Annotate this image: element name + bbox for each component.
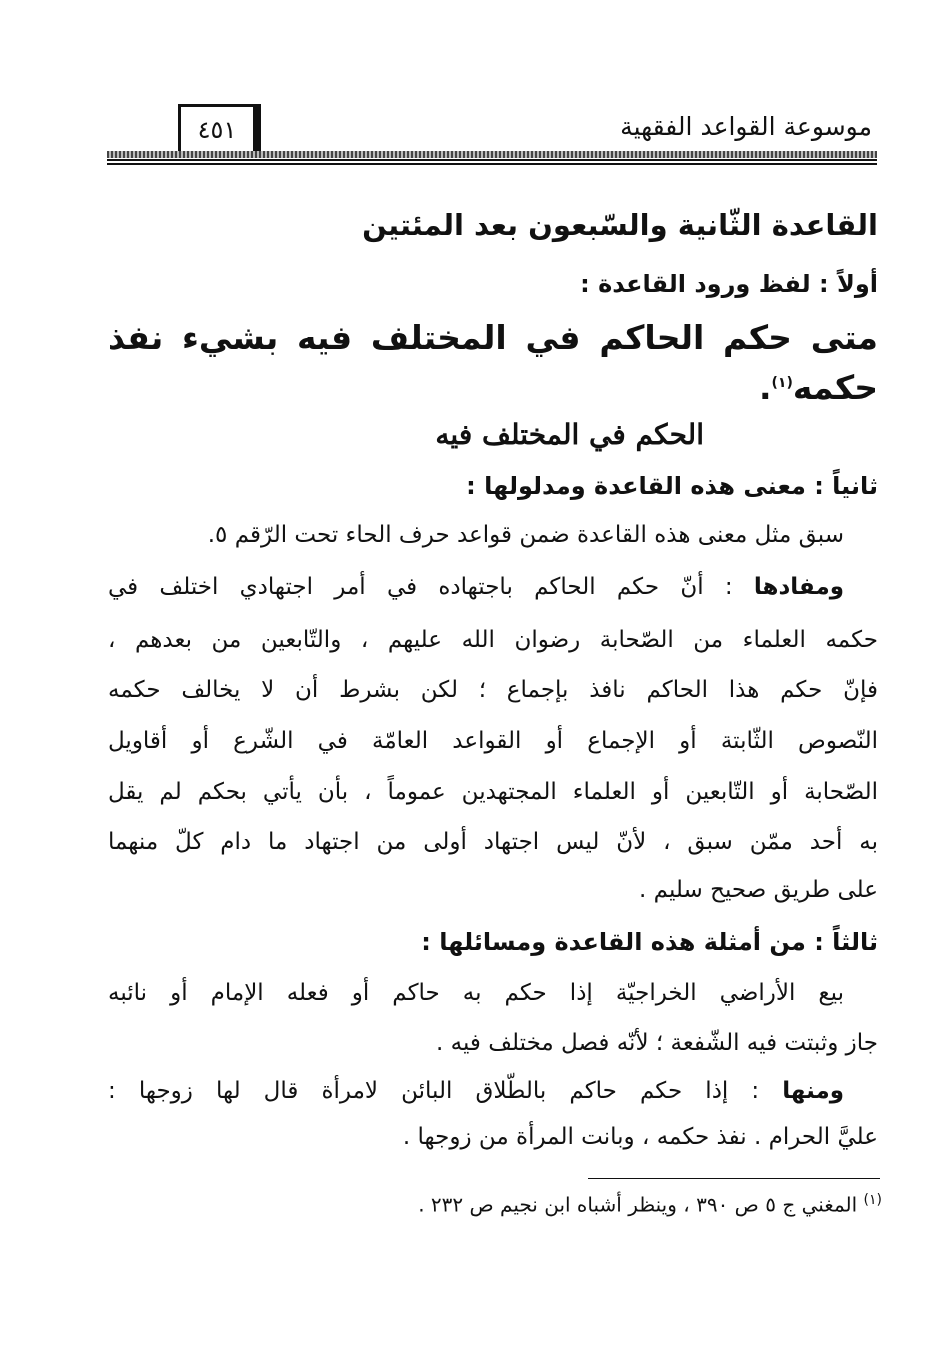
book-title: موسوعة القواعد الفقهية <box>620 112 872 141</box>
header-rule-thin <box>107 159 877 161</box>
footnote-rule <box>588 1178 880 1179</box>
page-number: ٤٥١ <box>178 104 256 156</box>
paragraph-line: به أحد ممّن سبق ، لأنّ ليس اجتهاد أولى من اجتهاد ما دام كلّ منهما <box>108 829 878 855</box>
rule-text-line2 <box>759 368 878 407</box>
footnote-marker: (١) <box>863 1192 882 1208</box>
section-heading-second: ثانياً : معنى هذه القاعدة ومدلولها : <box>466 472 878 500</box>
rule-text-end: حكمه <box>792 368 878 407</box>
rule-text-line1: متى حكم الحاكم في المختلف فيه بشيء نفذ <box>108 318 878 357</box>
header-rule-thin <box>107 163 877 165</box>
rule-title: القاعدة الثّانية والسّبعون بعد المئتين <box>362 208 878 242</box>
footnote-reference: (١) <box>771 375 793 391</box>
section-heading-third: ثالثاً : من أمثلة هذه القاعدة ومسائلها : <box>421 928 878 956</box>
paragraph-line: بيع الأراضي الخراجيّة إذا حكم به حاكم أو فعله الإمام أو نائبه <box>108 980 844 1006</box>
paragraph-line <box>108 1078 844 1104</box>
rule-text-period: . <box>758 368 772 407</box>
paragraph-line: سبق مثل معنى هذه القاعدة ضمن قواعد حرف الحاء تحت الرّقم ٥. <box>207 522 844 548</box>
lead-word: ومفادها <box>753 574 845 600</box>
paragraph-line: النّصوص الثّابتة أو الإجماع أو القواعد العامّة في الشّرع أو أقاويل <box>108 728 878 754</box>
footnote <box>418 1192 882 1217</box>
paragraph-text: : أنّ حكم الحاكم باجتهاده في أمر اجتهادي اختلف في <box>108 574 733 600</box>
footnote-text: المغني ج ٥ ص ٣٩٠ ، وينظر أشباه ابن نجيم ص ٢٣٢ . <box>418 1192 858 1217</box>
paragraph-line: على طريق صحيح سليم . <box>639 877 878 903</box>
lead-word: ومنها <box>782 1078 845 1104</box>
paragraph-line: فإنّ حكم هذا الحاكم نافذ بإجماع ؛ لكن بشرط أن لا يخالف حكمه <box>108 677 878 703</box>
paragraph-line: الصّحابة أو التّابعين أو العلماء المجتهدين عموماً ، بأن يأتي بحكم لم يقل <box>108 779 878 805</box>
rule-subtitle: الحكم في المختلف فيه <box>435 418 704 451</box>
paragraph-text: : إذا حكم حاكم بالطّلاق البائن لامرأة قال لها زوجها : <box>108 1078 760 1104</box>
paragraph-line <box>108 574 844 600</box>
paragraph-line: جاز وثبتت فيه الشّفعة ؛ لأنّه فصل مختلف فيه . <box>436 1030 878 1056</box>
header-rule <box>107 151 877 158</box>
section-heading-first: أولاً : لفظ ورود القاعدة : <box>580 270 878 298</box>
paragraph-line: حكمه العلماء من الصّحابة رضوان الله عليهم ، والتّابعين من بعدهم ، <box>108 627 878 653</box>
paragraph-line: عليَّ الحرام . نفذ حكمه ، وبانت المرأة من زوجها . <box>402 1124 878 1150</box>
